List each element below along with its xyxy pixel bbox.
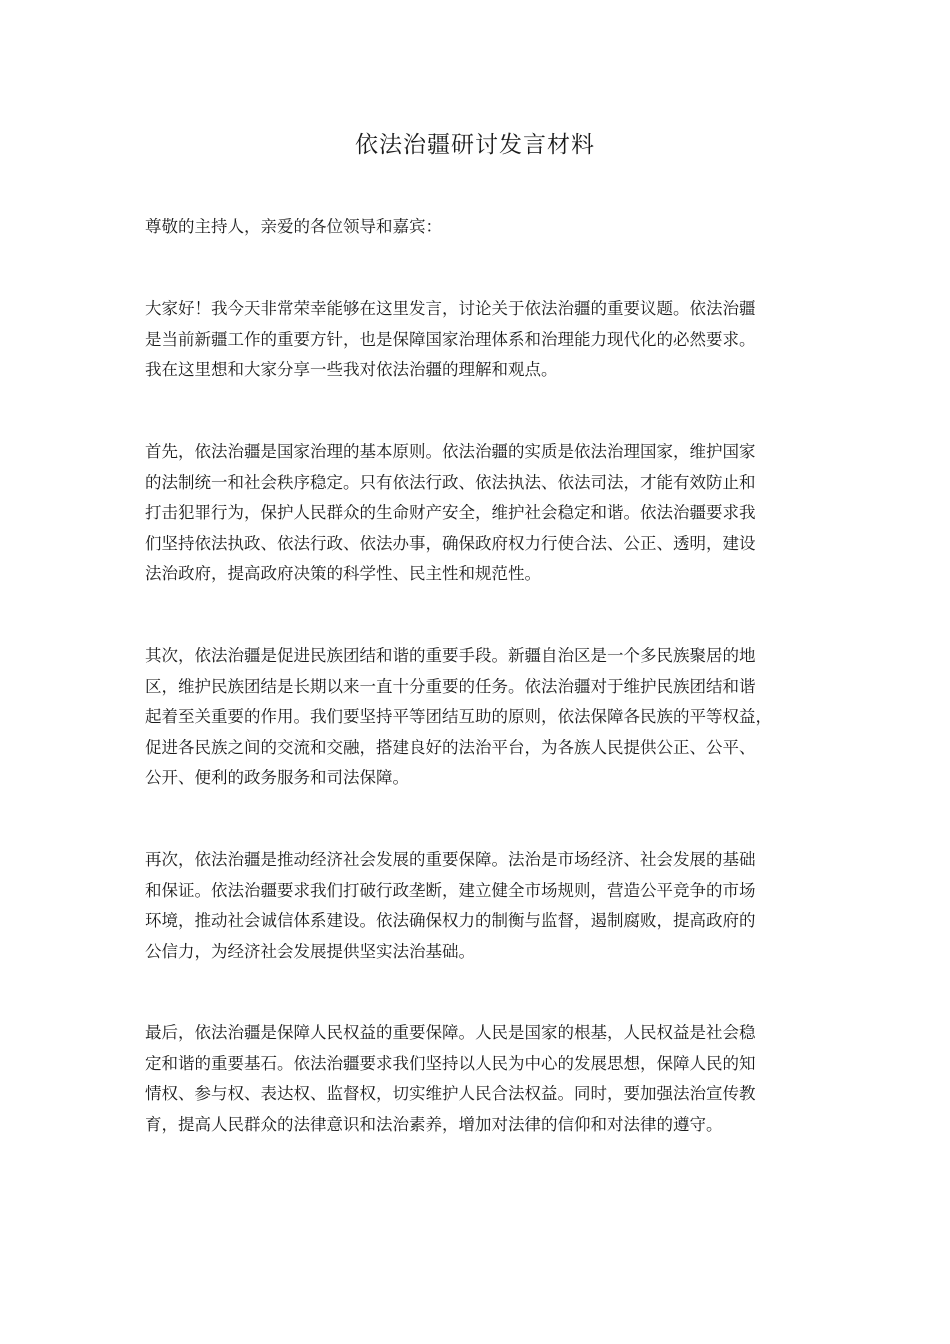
salutation: 尊敬的主持人，亲爱的各位领导和嘉宾： <box>145 217 442 236</box>
paragraph-third-point: 再次，依法治疆是推动经济社会发展的重要保障。法治是市场经济、社会发展的基础 和保证。依法治疆要求我们打破行政垄断，建立健全市场规则，营造公平竞争的市场 环境，推动社会诚信体系建设。依法确保权力的制衡与监督，遏制腐败，提高政府的 公信力，为经济社会发展提供坚实法治基础。 <box>145 850 756 961</box>
paragraph-second-point: 其次，依法治疆是促进民族团结和谐的重要手段。新疆自治区是一个多民族聚居的地 区，维护民族团结是长期以来一直十分重要的任务。依法治疆对于维护民族团结和谐 起着至关重要的作用。我们要坚持平等团结互助的原则，依法保障各民族的平等权益， 促进各民族之间的交流和交融，搭建良好的法治平台，为各族人民提供公正、公平、 公开、便利的政务服务和司法保障。 <box>145 646 772 788</box>
paragraph-fourth-point: 最后，依法治疆是保障人民权益的重要保障。人民是国家的根基，人民权益是社会稳 定和谐的重要基石。依法治疆要求我们坚持以人民为中心的发展思想，保障人民的知 情权、参与权、表达权、监督权，切实维护人民合法权益。同时，要加强法治宣传教 育，提高人民群众的法律意识和法治素养，增加对法律的信仰和对法律的遵守。 <box>145 1023 756 1134</box>
paragraph-opening: 大家好！我今天非常荣幸能够在这里发言，讨论关于依法治疆的重要议题。依法治疆 是当前新疆工作的重要方针，也是保障国家治理体系和治理能力现代化的必然要求。 我在这里想和大家分享一些我对依法治疆的理解和观点。 <box>145 299 756 380</box>
document-title: 依法治疆研讨发言材料 <box>355 132 595 158</box>
paragraph-first-point: 首先，依法治疆是国家治理的基本原则。依法治疆的实质是依法治理国家，维护国家 的法制统一和社会秩序稳定。只有依法行政、依法执法、依法司法，才能有效防止和 打击犯罪行为，保护人民群众的生命财产安全，维护社会稳定和谐。依法治疆要求我 们坚持依法执政、依法行政、依法办事，确保政府权力行使合法、公正、透明，建设 法治政府，提高政府决策的科学性、民主性和规范性。 <box>145 442 756 584</box>
